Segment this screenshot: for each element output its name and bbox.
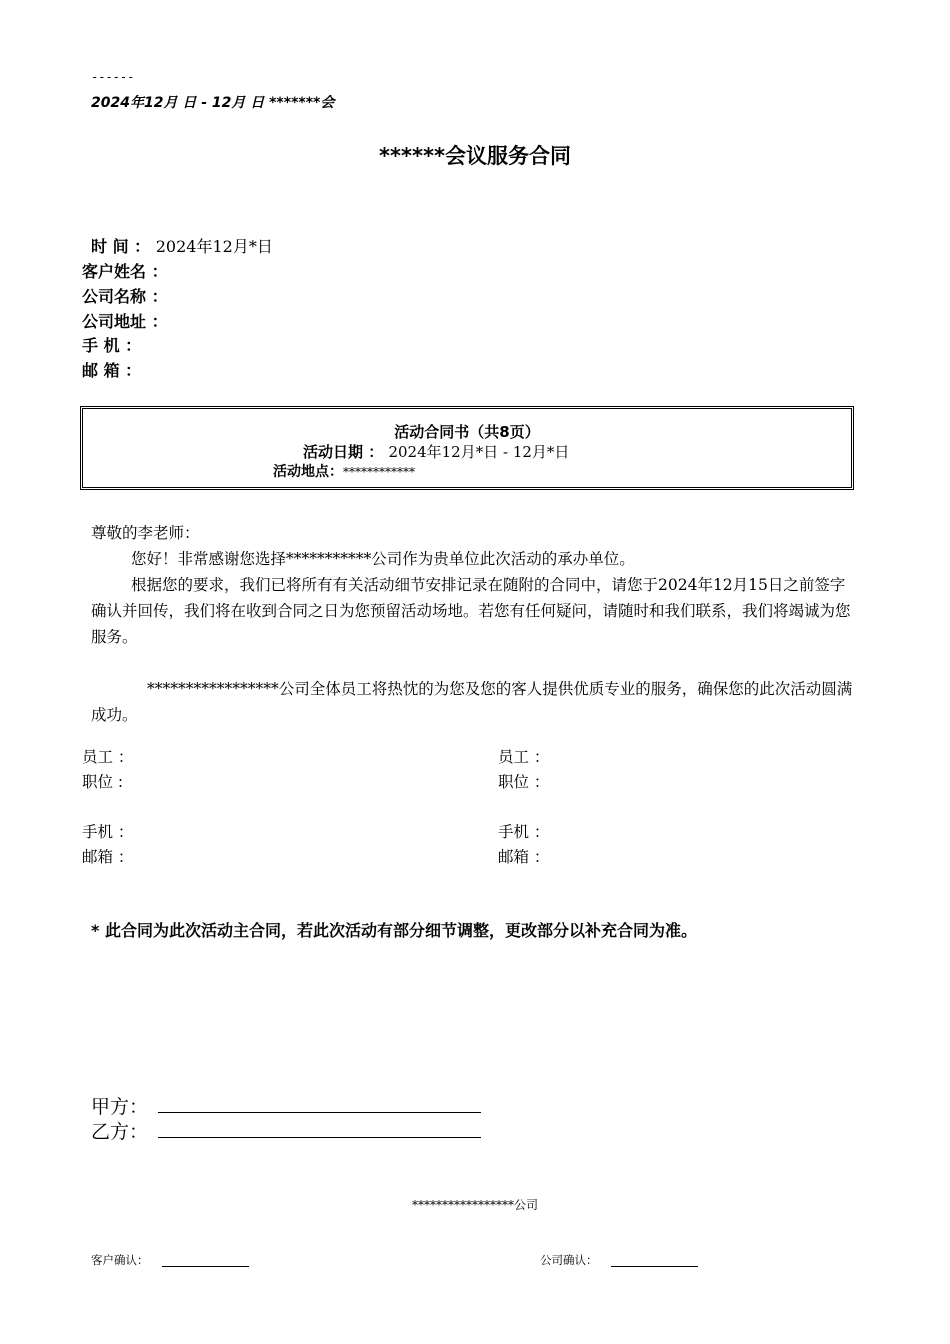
info-mobile-label: 手 机 ： <box>82 336 142 355</box>
letter-paragraph-1: 您好！非常感谢您选择***********公司作为贵单位此次活动的承办单位。 <box>131 550 635 568</box>
company-confirm-line[interactable] <box>611 1266 698 1267</box>
contract-note: * 此合同为此次活动主合同，若此次活动有部分细节调整，更改部分以补充合同为准。 <box>91 921 697 940</box>
box-place-value: ************ <box>343 465 415 479</box>
info-time-label: 时 间 ： <box>91 237 151 256</box>
info-time-value: 2024年12月*日 <box>155 237 273 256</box>
party-a-signature-line[interactable] <box>158 1112 481 1113</box>
info-customer-label: 客户姓名 ： <box>82 262 168 281</box>
staff-left-mobile: 手机 ： <box>82 823 134 841</box>
box-activity-date <box>303 441 569 462</box>
letter-paragraph-3: *****************公司全体员工将热忱的为您及您的客人提供优质专业的服务，确保您的此次活动圆满成功。 <box>91 680 853 724</box>
staff-left-email: 邮箱 ： <box>82 848 134 866</box>
staff-right-position: 职位 ： <box>498 773 550 791</box>
staff-right-employee: 员工 ： <box>498 748 550 766</box>
staff-right-mobile: 手机 ： <box>498 823 550 841</box>
document-title: ******会议服务合同 <box>379 144 571 168</box>
staff-left-position: 职位 : <box>82 773 124 791</box>
box-date-value: 2024年12月*日 - 12月*日 <box>388 443 570 461</box>
customer-confirm-label: 客户确认： <box>91 1253 149 1267</box>
letter-greeting: 尊敬的李老师： <box>91 524 200 542</box>
header-dashes: ------ <box>91 70 135 84</box>
party-b-signature-line[interactable] <box>158 1137 481 1138</box>
staff-left-employee: 员工 ： <box>82 748 134 766</box>
header-date-range: 2024年12月 日 - 12月 日 *******会 <box>91 95 335 111</box>
info-company-label: 公司名称 ： <box>82 287 168 306</box>
box-place-label: 活动地点： <box>273 464 343 480</box>
info-address-label: 公司地址 ： <box>82 312 168 331</box>
box-date-label: 活动日期 ： <box>303 443 384 461</box>
box-activity-place <box>273 461 415 481</box>
footer-company: *****************公司 <box>411 1198 538 1212</box>
info-time <box>91 234 273 257</box>
company-confirm-label: 公司确认： <box>540 1253 598 1267</box>
letter-body <box>91 520 859 728</box>
party-b-label: 乙方： <box>91 1121 149 1143</box>
contract-summary-box <box>80 406 854 490</box>
customer-confirm-line[interactable] <box>162 1266 249 1267</box>
box-title: 活动合同书（共8页） <box>394 423 540 441</box>
staff-right-email: 邮箱 ： <box>498 848 550 866</box>
info-email-label: 邮 箱 ： <box>82 361 142 380</box>
party-a-label: 甲方： <box>91 1096 149 1118</box>
letter-paragraph-2: 根据您的要求，我们已将所有有关活动细节安排记录在随附的合同中，请您于2024年12月15日之前签字确认并回传，我们将在收到合同之日为您预留活动场地。若您有任何疑问，请随时和我们联系，我们将竭诚为您服务。 <box>91 576 851 646</box>
